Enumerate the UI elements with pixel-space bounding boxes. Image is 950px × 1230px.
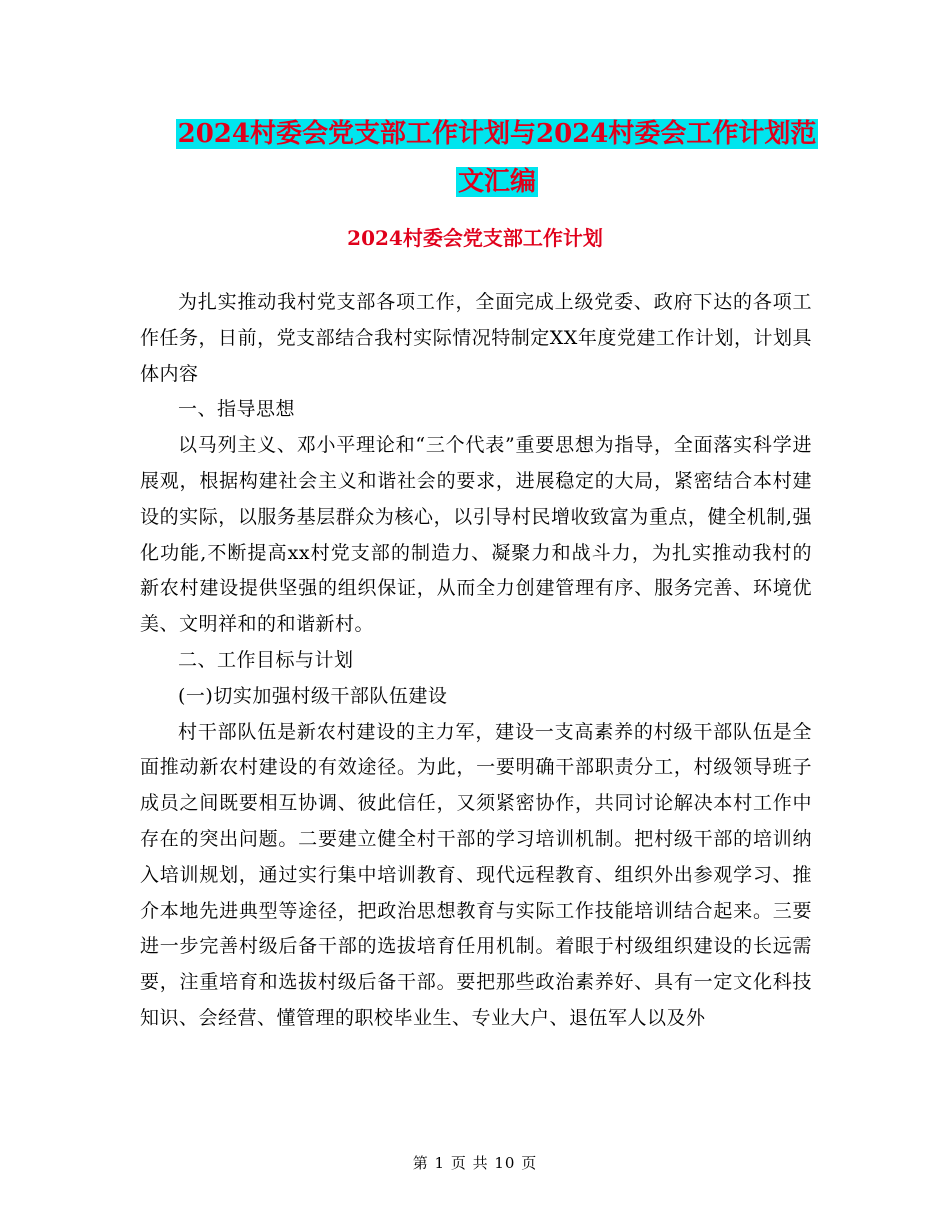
page-number-footer: 第 1 页 共 10 页: [412, 1154, 538, 1172]
paragraph-cadre-team: 村干部队伍是新农村建设的主力军，建设一支高素养的村级干部队伍是全面推动新农村建设的有效途径。为此，一要明确干部职责分工，村级领导班子成员之间既要相互协调、彼此信任，又须紧密协作，共同讨论解决本村工作中存在的突出问题。二要建立健全村干部的学习培训机制。把村级干部的培训纳入培训规划，通过实行集中培训教育、现代远程教育、组织外出参观学习、推介本地先进典型等途径，把政治思想教育与实际工作技能培训结合起来。三要进一步完善村级后备干部的选拔培育任用机制。着眼于村级组织建设的长远需要，注重培育和选拔村级后备干部。要把那些政治素养好、具有一定文化科技知识、会经营、懂管理的职校毕业生、专业大户、退伍军人以及外: [140, 720, 812, 1029]
heading-goals-plan: 二、工作目标与计划: [178, 648, 354, 671]
heading-guiding-thought: 一、指导思想: [178, 398, 296, 421]
section-title: 2024村委会党支部工作计划: [347, 226, 603, 250]
paragraph-intro: 为扎实推动我村党支部各项工作，全面完成上级党委、政府下达的各项工作任务，日前，党支部结合我村实际情况特制定XX年度党建工作计划，计划具体内容: [140, 291, 812, 385]
paragraph-guiding-thought: 以马列主义、邓小平理论和“三个代表”重要思想为指导，全面落实科学进展观，根据构建社会主义和谐社会的要求，进展稳定的大局，紧密结合本村建设的实际，以服务基层群众为核心，以引导村民增收致富为重点，健全机制,强化功能,不断提高xx村党支部的制造力、凝聚力和战斗力，为扎实推动我村的新农村建设提供坚强的组织保证，从而全力创建管理有序、服务完善、环境优美、文明祥和的和谐新村。: [140, 434, 812, 636]
document-title-line2: 文汇编: [457, 167, 536, 197]
document-title-line1: 2024村委会党支部工作计划与2024村委会工作计划范: [177, 119, 817, 149]
document-body: [140, 285, 812, 1037]
subheading-cadre-team: (一)切实加强村级干部队伍建设: [178, 684, 448, 707]
document-title: [140, 110, 854, 206]
